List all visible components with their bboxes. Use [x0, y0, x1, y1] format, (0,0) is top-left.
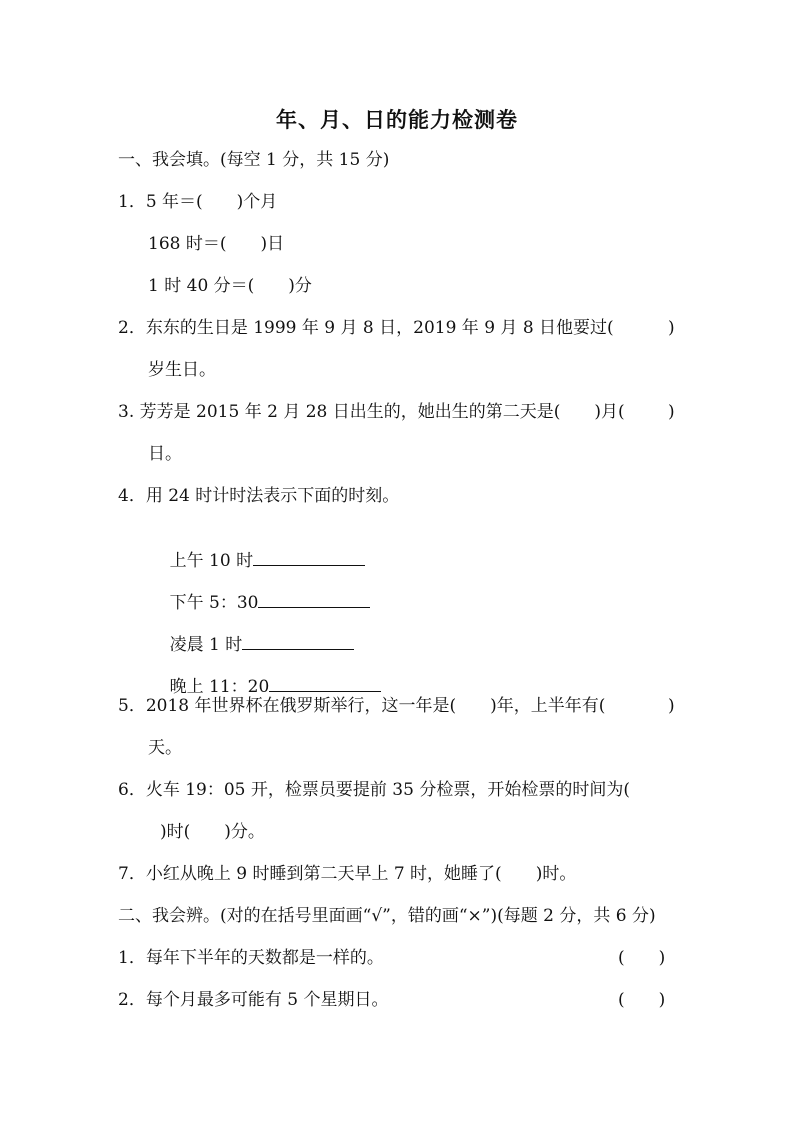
- q6-line-b: )时( )分。: [160, 822, 265, 842]
- q4-item-3-label: 凌晨 1 时: [169, 635, 243, 655]
- q1-line-a: 1．5 年＝( )个月: [118, 192, 278, 212]
- q3-line-a: 3. 芳芳是 2015 年 2 月 28 日出生的，她出生的第二天是( )月(: [118, 402, 625, 422]
- q7-line-a: 7．小红从晚上 9 时睡到第二天早上 7 时，她睡了( )时。: [118, 864, 577, 884]
- q4-item-1-label: 上午 10 时: [169, 551, 254, 571]
- answer-blank[interactable]: [258, 591, 370, 608]
- answer-blank[interactable]: [253, 549, 365, 566]
- q2-paren-end: ): [668, 318, 675, 338]
- judge-answer-paren[interactable]: ( ): [618, 990, 666, 1010]
- section1-heading: 一、我会填。(每空 1 分，共 15 分): [118, 150, 390, 170]
- q1-line-c: 1 时 40 分＝( )分: [148, 276, 312, 296]
- judge-item-2: 2．每个月最多可能有 5 个星期日。: [118, 990, 389, 1010]
- q4-item-2-label: 下午 5：30: [169, 593, 259, 613]
- judge-item-1: 1．每年下半年的天数都是一样的。: [118, 948, 384, 968]
- answer-blank[interactable]: [242, 633, 354, 650]
- q4-item-4-label: 晚上 11：20: [169, 677, 270, 697]
- q3-line-b: 日。: [148, 444, 182, 464]
- q5-line-b: 天。: [148, 738, 182, 758]
- page-title: 年、月、日的能力检测卷: [276, 108, 518, 132]
- q1-line-b: 168 时＝( )日: [148, 234, 285, 254]
- q5-line-a: 5．2018 年世界杯在俄罗斯举行，这一年是( )年，上半年有(: [118, 696, 606, 716]
- q5-paren-end: ): [668, 696, 675, 716]
- section2-heading: 二、我会辨。(对的在括号里面画“√”，错的画“×”)(每题 2 分，共 6 分): [118, 906, 656, 926]
- answer-blank[interactable]: [269, 675, 381, 692]
- q2-line-a: 2．东东的生日是 1999 年 9 月 8 日，2019 年 9 月 8 日他要过(: [118, 318, 614, 338]
- q6-line-a: 6．火车 19：05 开，检票员要提前 35 分检票，开始检票的时间为(: [118, 780, 630, 800]
- judge-answer-paren[interactable]: ( ): [618, 948, 666, 968]
- q2-line-b: 岁生日。: [148, 360, 216, 380]
- q4-line-a: 4．用 24 时计时法表示下面的时刻。: [118, 486, 400, 506]
- q3-paren-end: ): [668, 402, 675, 422]
